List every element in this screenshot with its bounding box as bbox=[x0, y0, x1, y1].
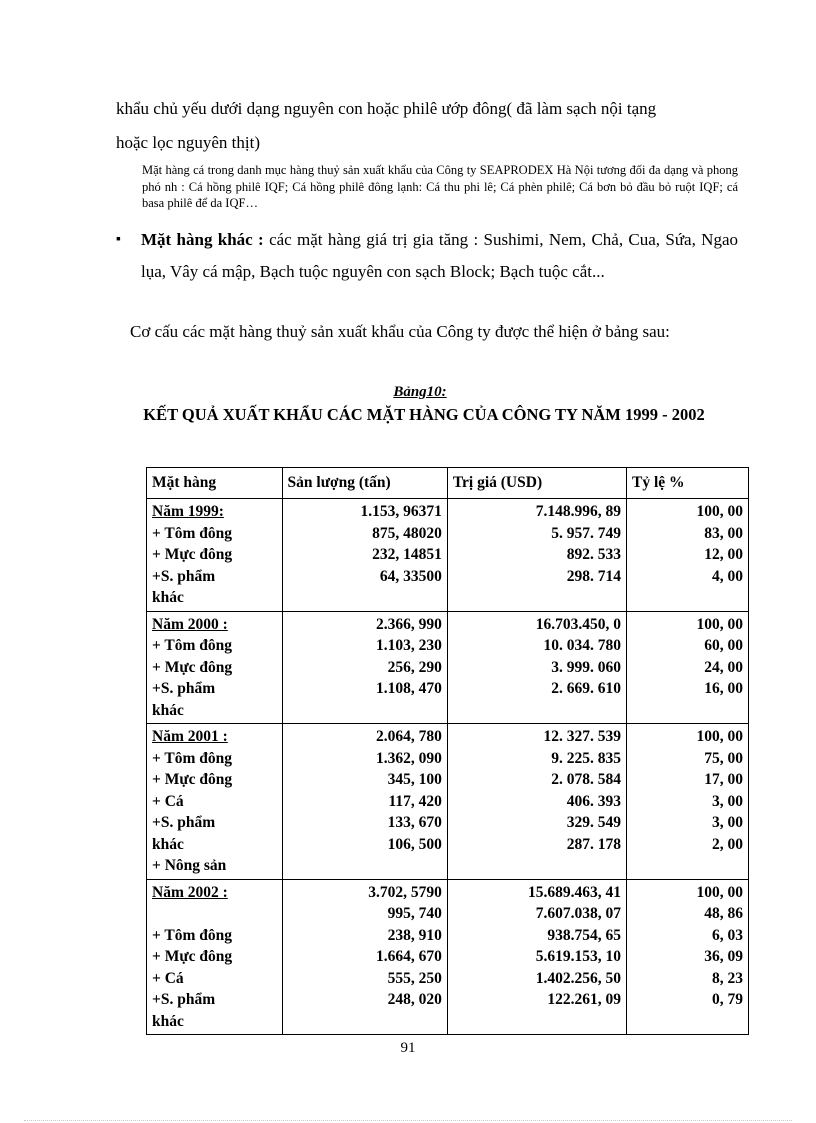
percent-value: 6, 03 bbox=[712, 926, 743, 944]
cell-value-2001 bbox=[447, 724, 626, 880]
table-row-1999 bbox=[147, 499, 749, 612]
intro-line-2: hoặc lọc nguyên thịt) bbox=[116, 133, 260, 152]
cell-percent-2000 bbox=[626, 611, 748, 724]
item-label: +S. phẩm bbox=[152, 680, 216, 697]
cell-quantity-2002 bbox=[282, 879, 447, 1035]
table-title: KẾT QUẢ XUẤT KHẨU CÁC MẶT HÀNG CỦA CÔNG TY NĂM 1999 - 2002 bbox=[143, 405, 705, 424]
square-bullet-icon: ▪ bbox=[116, 232, 121, 247]
bullet-text bbox=[141, 224, 738, 288]
bullet-bold-label: Mặt hàng khác : bbox=[141, 230, 264, 249]
item-label: + Tôm đông bbox=[152, 926, 233, 944]
percent-value: 24, 00 bbox=[704, 658, 743, 676]
cell-value-1999 bbox=[447, 499, 626, 612]
quantity-value: 1.664, 670 bbox=[375, 948, 442, 965]
usd-value: 329. 549 bbox=[566, 814, 621, 831]
page-bottom-divider bbox=[24, 1120, 792, 1121]
item-label: + Tôm đông bbox=[152, 637, 233, 654]
quantity-value: 1.108, 470 bbox=[375, 680, 442, 697]
usd-value: 15.689.463, 41 bbox=[527, 883, 621, 901]
item-label: khác bbox=[152, 701, 184, 719]
page-number: 91 bbox=[400, 1040, 416, 1056]
quantity-value: 345, 100 bbox=[387, 771, 442, 788]
usd-value: 938.754, 65 bbox=[547, 926, 621, 944]
percent-value: 3, 00 bbox=[712, 814, 743, 831]
percent-value: 17, 00 bbox=[704, 771, 743, 788]
cell-products-1999 bbox=[147, 499, 283, 612]
cell-value-2002 bbox=[447, 879, 626, 1035]
usd-value: 3. 999. 060 bbox=[551, 658, 621, 676]
table-row-2002 bbox=[147, 879, 749, 1035]
cell-quantity-1999 bbox=[282, 499, 447, 612]
year-label-2000: Năm 2000 : bbox=[152, 615, 228, 633]
usd-value: 12. 327. 539 bbox=[543, 728, 621, 745]
item-label: + Nông sản bbox=[152, 857, 227, 874]
percent-value: 3, 00 bbox=[712, 792, 743, 810]
year-label-2001: Năm 2001 : bbox=[152, 728, 228, 745]
usd-value: 406. 393 bbox=[566, 792, 621, 810]
item-label: + Cá bbox=[152, 969, 184, 987]
percent-value: 36, 09 bbox=[704, 948, 743, 965]
quantity-value: 64, 33500 bbox=[379, 567, 442, 585]
usd-value: 9. 225. 835 bbox=[551, 749, 621, 767]
quantity-value: 256, 290 bbox=[387, 658, 442, 676]
percent-value: 83, 00 bbox=[704, 524, 743, 542]
quantity-value: 238, 910 bbox=[387, 926, 442, 944]
percent-value: 8, 23 bbox=[712, 969, 743, 987]
table-caption: Bảng10: bbox=[393, 384, 447, 400]
quantity-value: 3.702, 5790 bbox=[368, 883, 442, 901]
usd-value: 16.703.450, 0 bbox=[535, 615, 621, 633]
year-label-2002: Năm 2002 : bbox=[152, 883, 228, 901]
usd-value: 2. 078. 584 bbox=[551, 771, 621, 788]
usd-value: 122.261, 09 bbox=[547, 991, 621, 1008]
other-products-bullet bbox=[116, 224, 738, 288]
percent-value: 4, 00 bbox=[712, 567, 743, 585]
item-label: +S. phẩm bbox=[152, 567, 216, 585]
cell-percent-2001 bbox=[626, 724, 748, 880]
percent-value: 100, 00 bbox=[696, 728, 743, 745]
quantity-value: 117, 420 bbox=[388, 792, 442, 810]
cell-value-2000 bbox=[447, 611, 626, 724]
quantity-value: 106, 500 bbox=[387, 835, 442, 853]
item-label: +S. phẩm bbox=[152, 991, 216, 1008]
percent-value: 75, 00 bbox=[704, 749, 743, 767]
header-product: Mặt hàng bbox=[147, 468, 283, 499]
cell-products-2002 bbox=[147, 879, 283, 1035]
percent-value: 16, 00 bbox=[704, 680, 743, 697]
usd-value: 7.607.038, 07 bbox=[535, 905, 621, 922]
usd-value: 10. 034. 780 bbox=[543, 637, 621, 654]
table-header-row bbox=[147, 468, 749, 499]
item-label: khác bbox=[152, 1012, 184, 1030]
quantity-value: 2.366, 990 bbox=[375, 615, 442, 633]
intro-line-1: khẩu chủ yếu dưới dạng nguyên con hoặc philê ướp đông( đã làm sạch nội tạng bbox=[116, 99, 657, 118]
percent-value: 100, 00 bbox=[696, 503, 743, 520]
usd-value: 287. 178 bbox=[566, 835, 621, 853]
percent-value: 2, 00 bbox=[712, 835, 743, 853]
item-label: + Cá bbox=[152, 792, 184, 810]
quantity-value: 133, 670 bbox=[387, 814, 442, 831]
usd-value: 1.402.256, 50 bbox=[535, 969, 621, 987]
quantity-value: 875, 48020 bbox=[372, 524, 442, 542]
header-quantity: Sản lượng (tấn) bbox=[282, 468, 447, 499]
bullet-body: các mặt hàng giá trị gia tăng : Sushimi, Nem, Chả, Cua, Sứa, Ngao lụa, Vây cá mập, Bạch tuộc nguyên con sạch Block; Bạch tuộc cắt... bbox=[141, 230, 739, 281]
cell-quantity-2001 bbox=[282, 724, 447, 880]
item-label: + Tôm đông bbox=[152, 749, 233, 767]
cell-quantity-2000 bbox=[282, 611, 447, 724]
fish-paragraph: Mặt hàng cá trong danh mục hàng thuỷ sản xuất khẩu của Công ty SEAPRODEX Hà Nội tương đối đa dạng và phong phó nh : Cá hồng philê IQF; Cá hồng philê đông lạnh: Cá thu phi lê; Cá phèn philê; Cá bơn bỏ đầu bỏ ruột IQF; cá basa philê để da IQF… bbox=[142, 163, 738, 210]
item-label: + Tôm đông bbox=[152, 524, 233, 542]
usd-value: 7.148.996, 89 bbox=[535, 503, 621, 520]
percent-value: 100, 00 bbox=[696, 615, 743, 633]
table-row-2001 bbox=[147, 724, 749, 880]
quantity-value: 1.362, 090 bbox=[375, 749, 442, 767]
quantity-value: 995, 740 bbox=[387, 905, 442, 922]
percent-value: 100, 00 bbox=[696, 883, 743, 901]
table-row-2000 bbox=[147, 611, 749, 724]
item-label: + Mực đông bbox=[152, 658, 233, 676]
quantity-value: 232, 14851 bbox=[372, 546, 442, 563]
percent-value: 0, 79 bbox=[712, 991, 743, 1008]
blank-line bbox=[152, 903, 277, 925]
cell-percent-2002 bbox=[626, 879, 748, 1035]
item-label: + Mực đông bbox=[152, 948, 233, 965]
cell-products-2000 bbox=[147, 611, 283, 724]
quantity-value: 555, 250 bbox=[387, 969, 442, 987]
header-value: Trị giá (USD) bbox=[447, 468, 626, 499]
quantity-value: 1.103, 230 bbox=[375, 637, 442, 654]
usd-value: 2. 669. 610 bbox=[551, 680, 621, 697]
cell-percent-1999 bbox=[626, 499, 748, 612]
intro-paragraph bbox=[116, 92, 738, 160]
header-percent: Tỷ lệ % bbox=[626, 468, 748, 499]
item-label: +S. phẩm bbox=[152, 814, 216, 831]
item-label: + Mực đông bbox=[152, 771, 233, 788]
usd-value: 5.619.153, 10 bbox=[535, 948, 621, 965]
quantity-value: 2.064, 780 bbox=[375, 728, 442, 745]
usd-value: 298. 714 bbox=[566, 567, 621, 585]
structure-paragraph: Cơ cấu các mặt hàng thuỷ sản xuất khẩu của Công ty được thể hiện ở bảng sau: bbox=[130, 322, 670, 341]
quantity-value: 248, 020 bbox=[387, 991, 442, 1008]
quantity-value: 1.153, 96371 bbox=[360, 503, 442, 520]
usd-value: 892. 533 bbox=[566, 546, 621, 563]
usd-value: 5. 957. 749 bbox=[551, 524, 621, 542]
year-label-1999: Năm 1999: bbox=[152, 503, 224, 520]
item-label: + Mực đông bbox=[152, 546, 233, 563]
percent-value: 12, 00 bbox=[704, 546, 743, 563]
percent-value: 48, 86 bbox=[704, 905, 743, 922]
item-label: khác bbox=[152, 589, 184, 606]
export-results-table bbox=[146, 467, 749, 1035]
percent-value: 60, 00 bbox=[704, 637, 743, 654]
item-label: khác bbox=[152, 835, 184, 853]
cell-products-2001 bbox=[147, 724, 283, 880]
